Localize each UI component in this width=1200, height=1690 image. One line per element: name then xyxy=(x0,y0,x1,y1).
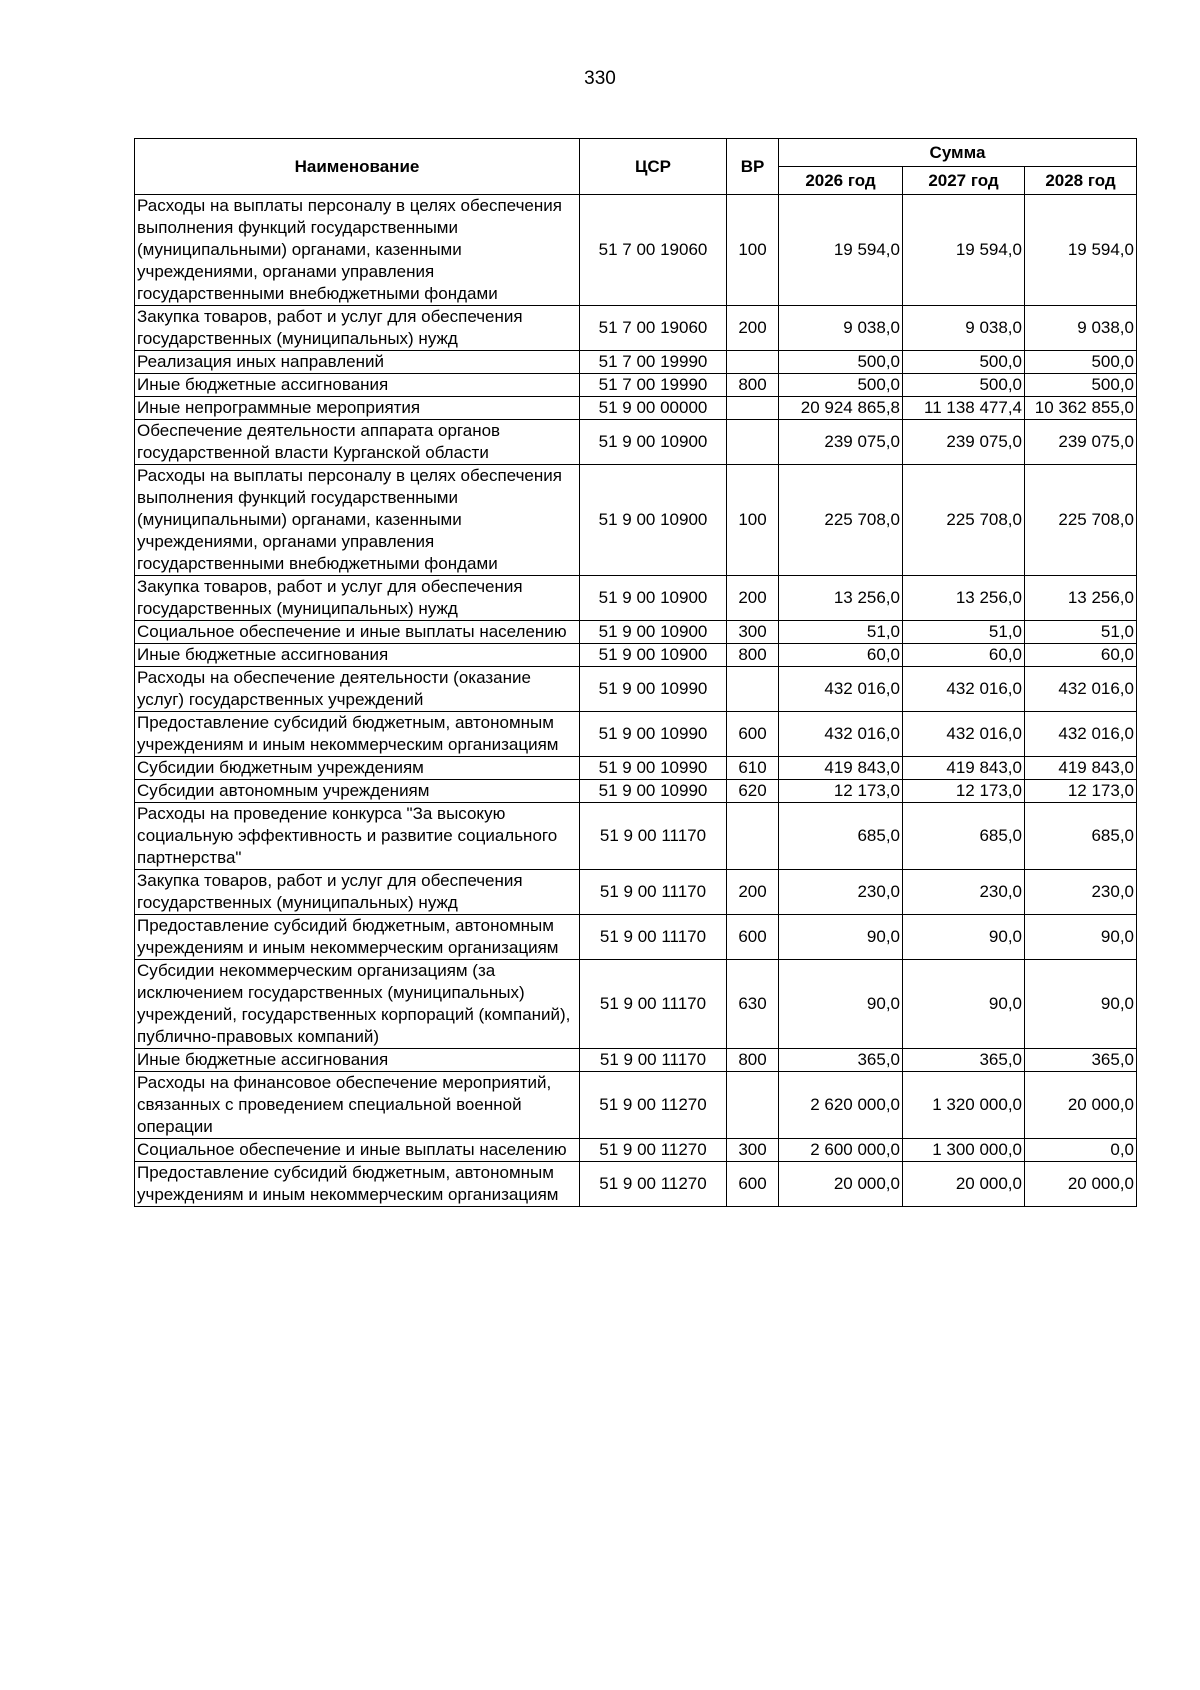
cell-2028: 12 173,0 xyxy=(1025,780,1137,803)
cell-name: Субсидии некоммерческим организациям (за исключением государственных (муниципальных) учреждений, государственных корпораций (компаний), публично-правовых компаний) xyxy=(135,960,580,1049)
cell-2028: 20 000,0 xyxy=(1025,1072,1137,1139)
cell-2028: 9 038,0 xyxy=(1025,306,1137,351)
cell-name: Иные непрограммные мероприятия xyxy=(135,397,580,420)
cell-2028: 230,0 xyxy=(1025,870,1137,915)
cell-vr: 200 xyxy=(727,306,779,351)
cell-vr: 610 xyxy=(727,757,779,780)
cell-2026: 500,0 xyxy=(779,374,903,397)
table-row xyxy=(135,397,1137,420)
cell-csr: 51 9 00 10990 xyxy=(580,712,727,757)
cell-2028: 90,0 xyxy=(1025,960,1137,1049)
cell-csr: 51 9 00 10900 xyxy=(580,465,727,576)
cell-2026: 60,0 xyxy=(779,644,903,667)
cell-2026: 419 843,0 xyxy=(779,757,903,780)
cell-name: Реализация иных направлений xyxy=(135,351,580,374)
cell-name: Социальное обеспечение и иные выплаты населению xyxy=(135,621,580,644)
cell-2026: 12 173,0 xyxy=(779,780,903,803)
table-row xyxy=(135,1072,1137,1139)
cell-2026: 500,0 xyxy=(779,351,903,374)
cell-csr: 51 9 00 11270 xyxy=(580,1072,727,1139)
cell-name: Закупка товаров, работ и услуг для обеспечения государственных (муниципальных) нужд xyxy=(135,306,580,351)
cell-2028: 0,0 xyxy=(1025,1139,1137,1162)
header-vr: ВР xyxy=(727,139,779,195)
header-2028: 2028 год xyxy=(1025,167,1137,195)
cell-vr: 200 xyxy=(727,576,779,621)
page-number: 330 xyxy=(584,68,616,89)
table-row xyxy=(135,420,1137,465)
cell-vr xyxy=(727,803,779,870)
cell-name: Обеспечение деятельности аппарата органов государственной власти Курганской области xyxy=(135,420,580,465)
cell-name: Иные бюджетные ассигнования xyxy=(135,1049,580,1072)
cell-2027: 230,0 xyxy=(903,870,1025,915)
cell-vr: 300 xyxy=(727,621,779,644)
cell-2026: 2 600 000,0 xyxy=(779,1139,903,1162)
cell-2026: 225 708,0 xyxy=(779,465,903,576)
cell-2027: 432 016,0 xyxy=(903,712,1025,757)
cell-2027: 239 075,0 xyxy=(903,420,1025,465)
cell-2028: 13 256,0 xyxy=(1025,576,1137,621)
cell-2027: 12 173,0 xyxy=(903,780,1025,803)
table-row xyxy=(135,803,1137,870)
cell-vr xyxy=(727,667,779,712)
cell-2028: 51,0 xyxy=(1025,621,1137,644)
budget-table xyxy=(134,138,1137,1207)
cell-2026: 19 594,0 xyxy=(779,195,903,306)
table-row xyxy=(135,780,1137,803)
table-row xyxy=(135,306,1137,351)
cell-2026: 20 000,0 xyxy=(779,1162,903,1207)
cell-vr: 600 xyxy=(727,1162,779,1207)
header-2026: 2026 год xyxy=(779,167,903,195)
table-row xyxy=(135,960,1137,1049)
cell-2028: 432 016,0 xyxy=(1025,667,1137,712)
cell-vr: 620 xyxy=(727,780,779,803)
cell-2028: 60,0 xyxy=(1025,644,1137,667)
cell-name: Расходы на финансовое обеспечение мероприятий, связанных с проведением специальной военной операции xyxy=(135,1072,580,1139)
cell-2027: 365,0 xyxy=(903,1049,1025,1072)
table-row xyxy=(135,1162,1137,1207)
table-row xyxy=(135,195,1137,306)
cell-2026: 9 038,0 xyxy=(779,306,903,351)
cell-name: Предоставление субсидий бюджетным, автономным учреждениям и иным некоммерческим организациям xyxy=(135,1162,580,1207)
cell-vr: 300 xyxy=(727,1139,779,1162)
table-row xyxy=(135,374,1137,397)
cell-2028: 19 594,0 xyxy=(1025,195,1137,306)
table-row xyxy=(135,667,1137,712)
cell-2027: 90,0 xyxy=(903,960,1025,1049)
cell-vr: 800 xyxy=(727,374,779,397)
table-row xyxy=(135,757,1137,780)
cell-csr: 51 9 00 10990 xyxy=(580,780,727,803)
cell-2026: 20 924 865,8 xyxy=(779,397,903,420)
cell-csr: 51 7 00 19990 xyxy=(580,374,727,397)
cell-2026: 13 256,0 xyxy=(779,576,903,621)
cell-vr: 200 xyxy=(727,870,779,915)
cell-name: Иные бюджетные ассигнования xyxy=(135,644,580,667)
cell-csr: 51 9 00 00000 xyxy=(580,397,727,420)
header-sum: Сумма xyxy=(779,139,1137,167)
cell-2027: 500,0 xyxy=(903,374,1025,397)
cell-name: Закупка товаров, работ и услуг для обеспечения государственных (муниципальных) нужд xyxy=(135,870,580,915)
cell-csr: 51 9 00 10900 xyxy=(580,644,727,667)
cell-2027: 9 038,0 xyxy=(903,306,1025,351)
cell-name: Субсидии автономным учреждениям xyxy=(135,780,580,803)
cell-2027: 500,0 xyxy=(903,351,1025,374)
cell-2027: 11 138 477,4 xyxy=(903,397,1025,420)
cell-name: Расходы на проведение конкурса "За высокую социальную эффективность и развитие социального партнерства" xyxy=(135,803,580,870)
cell-2026: 432 016,0 xyxy=(779,667,903,712)
cell-name: Расходы на обеспечение деятельности (оказание услуг) государственных учреждений xyxy=(135,667,580,712)
header-csr: ЦСР xyxy=(580,139,727,195)
cell-csr: 51 9 00 10990 xyxy=(580,667,727,712)
cell-csr: 51 9 00 11270 xyxy=(580,1162,727,1207)
cell-2028: 20 000,0 xyxy=(1025,1162,1137,1207)
cell-vr: 100 xyxy=(727,195,779,306)
cell-2026: 685,0 xyxy=(779,803,903,870)
header-2027: 2027 год xyxy=(903,167,1025,195)
header-name: Наименование xyxy=(135,139,580,195)
cell-name: Иные бюджетные ассигнования xyxy=(135,374,580,397)
cell-2027: 419 843,0 xyxy=(903,757,1025,780)
cell-csr: 51 9 00 11170 xyxy=(580,803,727,870)
cell-csr: 51 9 00 11170 xyxy=(580,870,727,915)
cell-csr: 51 9 00 10900 xyxy=(580,576,727,621)
cell-2027: 1 320 000,0 xyxy=(903,1072,1025,1139)
cell-2028: 685,0 xyxy=(1025,803,1137,870)
cell-2027: 225 708,0 xyxy=(903,465,1025,576)
cell-csr: 51 9 00 10900 xyxy=(580,420,727,465)
cell-2026: 432 016,0 xyxy=(779,712,903,757)
cell-2028: 90,0 xyxy=(1025,915,1137,960)
table-row xyxy=(135,870,1137,915)
cell-2027: 60,0 xyxy=(903,644,1025,667)
table-row xyxy=(135,576,1137,621)
table-row xyxy=(135,621,1137,644)
cell-csr: 51 7 00 19990 xyxy=(580,351,727,374)
cell-2028: 432 016,0 xyxy=(1025,712,1137,757)
cell-name: Предоставление субсидий бюджетным, автономным учреждениям и иным некоммерческим организациям xyxy=(135,712,580,757)
cell-2027: 13 256,0 xyxy=(903,576,1025,621)
cell-2027: 432 016,0 xyxy=(903,667,1025,712)
cell-vr: 100 xyxy=(727,465,779,576)
cell-2026: 239 075,0 xyxy=(779,420,903,465)
cell-2028: 500,0 xyxy=(1025,351,1137,374)
cell-csr: 51 9 00 11170 xyxy=(580,1049,727,1072)
cell-vr: 800 xyxy=(727,1049,779,1072)
cell-2026: 2 620 000,0 xyxy=(779,1072,903,1139)
cell-name: Расходы на выплаты персоналу в целях обеспечения выполнения функций государственными (муниципальными) органами, казенными учреждениями, органами управления государственными внебюджетными фондами xyxy=(135,195,580,306)
cell-2028: 365,0 xyxy=(1025,1049,1137,1072)
cell-name: Закупка товаров, работ и услуг для обеспечения государственных (муниципальных) нужд xyxy=(135,576,580,621)
table-row xyxy=(135,1049,1137,1072)
cell-csr: 51 9 00 11170 xyxy=(580,960,727,1049)
cell-csr: 51 9 00 11270 xyxy=(580,1139,727,1162)
cell-2027: 1 300 000,0 xyxy=(903,1139,1025,1162)
cell-2028: 225 708,0 xyxy=(1025,465,1137,576)
cell-2026: 90,0 xyxy=(779,960,903,1049)
cell-2027: 51,0 xyxy=(903,621,1025,644)
table-row xyxy=(135,712,1137,757)
cell-csr: 51 7 00 19060 xyxy=(580,306,727,351)
cell-2026: 90,0 xyxy=(779,915,903,960)
cell-name: Расходы на выплаты персоналу в целях обеспечения выполнения функций государственными (муниципальными) органами, казенными учреждениями, органами управления государственными внебюджетными фондами xyxy=(135,465,580,576)
cell-2027: 19 594,0 xyxy=(903,195,1025,306)
cell-name: Социальное обеспечение и иные выплаты населению xyxy=(135,1139,580,1162)
cell-csr: 51 9 00 10990 xyxy=(580,757,727,780)
cell-vr xyxy=(727,1072,779,1139)
table-header xyxy=(135,139,1137,195)
cell-2027: 20 000,0 xyxy=(903,1162,1025,1207)
cell-vr xyxy=(727,420,779,465)
cell-2026: 51,0 xyxy=(779,621,903,644)
cell-vr: 630 xyxy=(727,960,779,1049)
cell-csr: 51 7 00 19060 xyxy=(580,195,727,306)
cell-2028: 500,0 xyxy=(1025,374,1137,397)
cell-csr: 51 9 00 11170 xyxy=(580,915,727,960)
cell-csr: 51 9 00 10900 xyxy=(580,621,727,644)
cell-vr xyxy=(727,351,779,374)
cell-name: Субсидии бюджетным учреждениям xyxy=(135,757,580,780)
table-row xyxy=(135,465,1137,576)
cell-2027: 90,0 xyxy=(903,915,1025,960)
cell-2026: 230,0 xyxy=(779,870,903,915)
table-row xyxy=(135,644,1137,667)
cell-name: Предоставление субсидий бюджетным, автономным учреждениям и иным некоммерческим организациям xyxy=(135,915,580,960)
cell-2027: 685,0 xyxy=(903,803,1025,870)
table-row xyxy=(135,1139,1137,1162)
cell-vr: 800 xyxy=(727,644,779,667)
cell-vr xyxy=(727,397,779,420)
table-row xyxy=(135,351,1137,374)
cell-2028: 239 075,0 xyxy=(1025,420,1137,465)
table-body xyxy=(135,195,1137,1207)
cell-vr: 600 xyxy=(727,915,779,960)
cell-2028: 10 362 855,0 xyxy=(1025,397,1137,420)
table-row xyxy=(135,915,1137,960)
cell-2028: 419 843,0 xyxy=(1025,757,1137,780)
cell-vr: 600 xyxy=(727,712,779,757)
cell-2026: 365,0 xyxy=(779,1049,903,1072)
